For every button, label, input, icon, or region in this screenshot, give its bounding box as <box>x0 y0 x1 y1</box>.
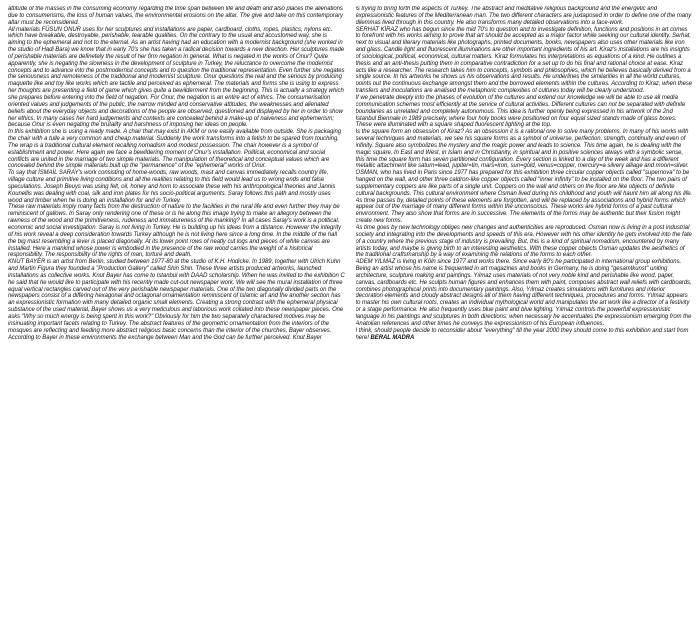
paragraph: These raw materials imply many facts from the destruction of nature to the facilities in the rural life and even further they may be reminiscent of gallows. In Saray only rendering one of these or is he along this image trying to make an allegory between the rawness of the wood and the primitiveness, rudeness and immatureness of the manking? In all cases Saray's work is a political, economic and social investigation. Saray is not living in Turkey. He is building up his ideas from a distance. However the integrity of his work reveal a deep consideration towards Turkey although he is not living here since a long time. In the middle of the hall the big mast resembling a lever is placed diagonally. At its lower point rows of neatly cut logs and pieces of white canvas are installed. Here a mankind whose power is embodied in the presence of the raw wood carries the weight of a historical responsibility. The responsibility of the rights of man, torture and death. <box>8 204 342 259</box>
right-column <box>356 6 694 636</box>
paragraph: Is the square form an obsession of Kiraz? As an obsession it is a rational one to solve many problems. In many of his works with several techniques and materials, we see his square forms as a symbol of universe, perfection, strength, continuity and even of infinity. Square also symbolizes the mystery and the magic power and leads to science. This time again, he is dealing with the magic square. In East and West, in Islam and in Christianity, in spiritual and in positive sciences always with a symbolic sense, this time the square form has seven partitioned configuration. Every section is linked to a day of the week and has a different metallic attachment like saturn=lead, jupiter=tin, mars=iron, sun=gold, venus=copper, mercury=a silvery alliage and moon=silver. <box>355 129 689 170</box>
paragraph: is trying to bring forth the aspects of Turkey. The abstract and meditative religious background and the energetic and expressionistic features of the Mediterranean man. The two different characters are juxtaposed in order to define one of the many dilemmas lived through in this country. He also transforms many detailed observations into a face-work. <box>355 6 692 26</box>
paragraph: In this exhibition she is using a ready made. A chair that may exist in AKM or one easily available from outside. She is packaging the chair with a tulle a very common and cheap material. Suddenly the work transforms into a fetish to be spared from touching. The wrap is a traditional cultural element recalling nomadism and modest possession. The chair however is a symbol of establishment and power. Here again we face a bewildering moment of Onur's installation. Political, economical and social conflicts are united in the marriage of two simple materials. The manipulation of theoretical and conceptual values which are concealed behind the simple materials built up the "permanence" of the "ephemeral" works of Onur. <box>8 129 342 170</box>
paragraph: As time goes by new technology obliges new changes and authenticities are reproduced. Osman now is living in a post industrial society and integrating into the developments and speeds of this era. However with his other identity he gets involved into the fate of a country where the previous stage of industry is prevailing. But, this is a kind of spiritual nomadism, encountered by many artists today, and maybe is giving birth to an interesting aesthetics. With these copper objects Osman updates the aesthetics of the traditional craftsmanship by a way of examining the relations of the forms to each other. <box>355 225 692 259</box>
paragraph: SERHAT KİRAZ who has begun since the mid 70's to question and to investigate definition, functions and positions in art comes to forefront with his works aiming to prove that art should be accepted as a major factor while seeking our cultural identity. Serhat, next to visual and literary materials like photographs, printed documents, books, newspapers also uses other materials like iron and glass. Candle light and fluorescent illuminations are other important ingredients of his art. Kiraz's installations are his insights of sociological, political, economical, cultural matters. Kiraz formulates his interpretations as equations of a kind. He outlines a thesis and an anti-thesis putting them in comparative contradiction for a set up to do his final and rational choice at ease. Kiraz acts like a researcher. The research takes him to concepts, symbols and philosophies, which he believes basically derived from a single source. In his artworks he shows us his observations and results. He underlines the similarities in all the world cultures, points out the continuous exchange amongst them and the borrowed elements within the cultures. According to Kiraz, when these transfers and inoculations are analised the metaphoric complexities of cultures today will be clearly understood. <box>355 26 693 95</box>
paragraph: All materials FÜSUN ONUR uses for her sculptures and installations are paper, cardboard, cloths, ropes, plastics, nylons etc. which have breakable, destroyable, perishable, tearable qualities. On the contrary to the usual and accustomed way, she is aiming to the ephemeral and not to the eternal. As an artist having had an education with a modernist background (she worked in the studio of Hadi Bara) we know that in early 70's she has taken a radical decision towards a new direction. Her sculptures made of perishable materials are definetely the result of her firm negation in general. What is negated in the works of Onur? Quite apparently, she is negating the slowness in the development of sculpture in Turkey, the reluctance to overcome the modernist concepts and to advance into the postmodernist concepts and to question the traditional representation. Even further she negates the seriousness and remoteness of the traditional and modernist sculpture. Onur questions the real and the serious by producing maquette like and toy like works which are tactile and perceived as ephemeral. The materials and forms she is using to express her thoughts are presenting a field of game which gives quite a bewilderment from the beginning. This is actually a strategy which she prepares before entering into the field of negation. For Onur, the negation is an entire act of ethics. The consumerisation oriented values and judgements of the public, the narrow minded and conservative attitudes, the weaknesses and alienated beliefs about the everyday objects and decorations of the people are observed, questioned and displayed by her in order to show her ethics. In many cases her hard judgements and contexts are concealed behind a make-up of naiveness and ephemerism; because Onur is even negating the brutality and harshness of imposing her ideas on people. <box>8 26 345 129</box>
paragraph: As time passes by, detailed points of these elements are forgotten, and will be replaced by associations and hybrid forms which appear out of the marriage of many different forms within the unconscious. These works are hybrid forms of a past cultural environment. They also show that forms are in successive. The elements of the forms may be authentic but their fusion might create new forms. <box>355 197 686 225</box>
paragraph: OSMAN, who has lived in Paris since 1977 has prepared for this exhibition three circular copper objects called "supernova" to be hanged on the wall, and other three caldron-like copper objects called "inner infinity" to be installed on the floor. The two pairs of supplementary coppers are like parts of a single unit. Coppers on the wall and others on the floor are like objects of definite cultural backgrounds. This cultural environment where Osman lived during his childhood and youth will haunt him all along his life. <box>355 170 693 197</box>
paragraph: attitude of the masses in the consuming economy regarding the time span between life and death and also places the alienations due to consumerisms, the loss of human values, the environmental erosions on the altar. The give and take on this contemporary altar must be reconsidered. <box>8 6 343 26</box>
paragraph: To say that İSMAİL SARAY's work consisting of home-woods, raw woods, mast and canvas immediately recalls country life, village culture and primitive living conditions and all the realities relating to this field would lead us to wrong ends and false speculations. Joseph Beuys was using felt, oil, honey and horn to associate these with his anthropological theories and Jannis Kounellis was dealing with coal, silk and iron plates for his socio-political arguments. Saray follows this path and mostly uses wood and timber when he is doing an installation for and in Turkey. <box>8 170 336 204</box>
author-signature: BERAL MADRA <box>370 334 415 341</box>
paragraph: KNUT BAYER is an artist from Berlin, studied between 1977-80 at the studio of K.H. Hodicke. In 1989, together with Ulrich Kuhn and Martin Figura they founded a "Production Gallery" called Shin Shin. These three artists produced artworks, launched installations as collective works. Knut Bayer has come to Istanbul with DAAD scholarship. When he was invited to the exhibition C he said that he would like to participate with his recently made cut-out newspaper work. We will see the mural installation of three equal vertical rectangles carved out of the very perishable newspaper materials. One of the two diagonally divided parts on the newspapers consist of a differing hexagonal and octagonal ornamentation reminiscent of Islamic art and the another section has an expressionistic formation with many detailed organic small elements. Creating a strong contrast with the ephemeral physical substance of the used material, Bayer shows us a very meticulous and laborious work collated into these newspaper pieces. One asks "Why so much energy is being spent in this work?" Obviously for him the two separately charactered motives may be insinuating important facets relating to Turkey. The abstract features of the geometric ornamentation from the interiors of the mosques are reflecting and feeding more abstract religious basic concerns than the interior of the churches, Bayer observes. According to Bayer in these environments the exchange between Man and the God can be further perceived. Knut Bayer <box>8 259 345 341</box>
paragraph: If we penetrate deeply into the phases of evolution of the cultures and extend our knowledge we will be able to use all media communication schemes most efficiently at the service of cultural activities. Different cultures can not be separated with definite boundaries as unrelated and completely autonomous. This idea is further openly being expressed in his artwork of the 2nd Istanbul Biennale in 1989 precisely, where four holy books were positioned on four equal sized stands made of glass boxes. These were illuminated with a square shaped fluorescent lighting at the top. <box>355 94 686 129</box>
closing-text: I think, should people decide to reconsider about "everything" till the year 2000 they should come to this exhibition and start from here! <box>355 327 689 341</box>
paragraph: ADEM YILMAZ is living in Köln since 1977 and works there. Since early 80's he participated in international group exhibitions. Being an artist whose his name is frequented in art magazines and books in Germany, he is doing "gesamtkunst" uniting architecture, sculpture making and paintings. Yılmaz uses materials of not very noble kind and perishable like wood, paper, canvas, cardboards etc. He sculpts human figures and enhances them with paint, composes abstract wall reliefs with cardboards, combines photographical prints into documentary paintings. Also, Yılmaz creates simulations with furnitures and interior decoration elements and cloudy abstract designs all of them having different techniques, procedures and forms. Yılmaz appears to master his own cultural roots, creates an individual mythological world and manipulates the art work like a director of a festivity or a stage performance. He also frequently uses blue paint and blue lighting. Yılmaz controls the powerfull expressionistic language in his paintings and sculptures in both directions: when necessary he accentuates the expressionism emerging from the Anatolian references and other times he conveys the expressionism of his European influences. <box>355 259 692 327</box>
closing-paragraph <box>356 328 694 342</box>
left-column <box>8 6 346 636</box>
